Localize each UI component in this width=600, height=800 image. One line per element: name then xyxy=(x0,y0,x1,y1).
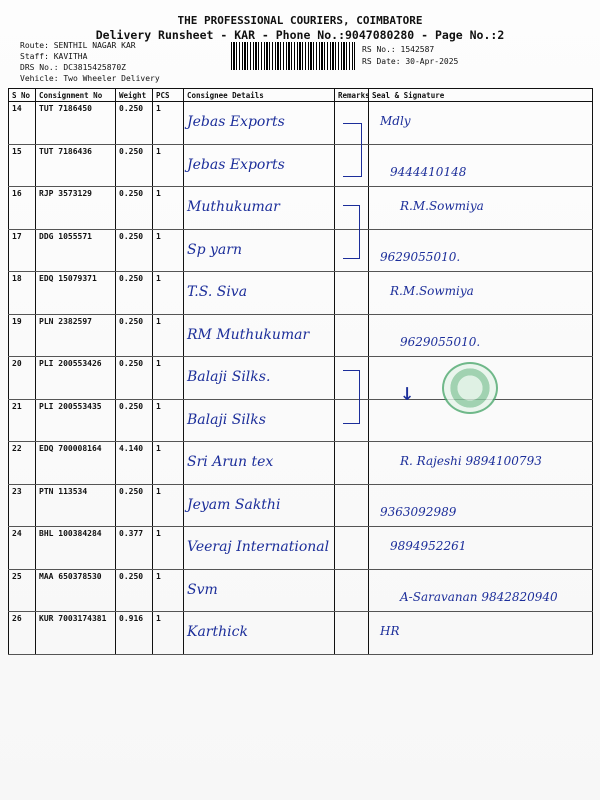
handwritten-signature: R.M.Sowmiya xyxy=(390,284,474,298)
table-row xyxy=(9,144,593,187)
col-remarks: Remarks xyxy=(335,89,369,102)
handwritten-signature: R. Rajeshi 9894100793 xyxy=(400,454,542,468)
row-pcs: 1 xyxy=(153,357,184,400)
row-seal xyxy=(369,102,593,145)
arrow-down-icon: ↓ xyxy=(400,378,415,406)
row-consignment: TUT 7186436 xyxy=(36,144,116,187)
remarks-bracket xyxy=(343,123,362,177)
table-row xyxy=(9,399,593,442)
row-consignee xyxy=(184,442,335,485)
row-weight: 0.916 xyxy=(116,612,153,655)
row-sno: 23 xyxy=(9,484,36,527)
row-sno: 16 xyxy=(9,187,36,230)
row-pcs: 1 xyxy=(153,229,184,272)
col-consignee: Consignee Details xyxy=(184,89,335,102)
handwritten-consignee: Sp yarn xyxy=(187,241,242,258)
row-sno: 15 xyxy=(9,144,36,187)
row-remarks xyxy=(335,272,369,315)
handwritten-consignee: T.S. Siva xyxy=(187,284,248,300)
row-pcs: 1 xyxy=(153,314,184,357)
table-header xyxy=(9,89,593,102)
table-row xyxy=(9,102,593,145)
handwritten-signature: A-Saravanan 9842820940 xyxy=(400,589,558,604)
row-seal xyxy=(369,229,593,272)
route-label: Route: SENTHIL NAGAR KAR xyxy=(20,41,136,50)
remarks-bracket xyxy=(343,205,360,259)
row-weight: 0.250 xyxy=(116,187,153,230)
handwritten-consignee: Jebas Exports xyxy=(187,156,285,173)
row-consignee xyxy=(184,612,335,655)
table-row xyxy=(9,442,593,485)
row-consignee xyxy=(184,399,335,442)
row-consignment: MAA 650378530 xyxy=(36,569,116,612)
row-consignee xyxy=(184,484,335,527)
row-sno: 24 xyxy=(9,527,36,570)
col-consignment: Consignment No xyxy=(36,89,116,102)
table-row xyxy=(9,272,593,315)
row-weight: 0.250 xyxy=(116,357,153,400)
row-sno: 22 xyxy=(9,442,36,485)
handwritten-consignee: Veeraj International xyxy=(187,539,330,555)
handwritten-consignee: Jebas Exports xyxy=(187,114,285,130)
row-consignment: PTN 113534 xyxy=(36,484,116,527)
drs-label: DRS No.: DC3815425870Z xyxy=(20,63,126,72)
row-consignee xyxy=(184,527,335,570)
row-consignee xyxy=(184,569,335,612)
handwritten-consignee: Jeyam Sakthi xyxy=(187,496,281,513)
row-weight: 4.140 xyxy=(116,442,153,485)
row-pcs: 1 xyxy=(153,272,184,315)
row-sno: 14 xyxy=(9,102,36,145)
row-consignee xyxy=(184,314,335,357)
row-seal xyxy=(369,314,593,357)
row-pcs: 1 xyxy=(153,399,184,442)
row-sno: 19 xyxy=(9,314,36,357)
row-sno: 21 xyxy=(9,399,36,442)
row-consignment: DDG 1055571 xyxy=(36,229,116,272)
row-weight: 0.250 xyxy=(116,314,153,357)
meta-block xyxy=(20,40,160,84)
handwritten-signature: 9363092989 xyxy=(380,504,457,519)
row-remarks xyxy=(335,314,369,357)
runsheet-subtitle: Delivery Runsheet - KAR - Phone No.:9047080280 - Page No.:2 xyxy=(95,28,505,42)
table-row xyxy=(9,484,593,527)
row-seal xyxy=(369,569,593,612)
row-weight: 0.250 xyxy=(116,569,153,612)
company-title: THE PROFESSIONAL COURIERS, COIMBATORE xyxy=(177,14,423,27)
row-consignee xyxy=(184,272,335,315)
rs-number: RS No.: 1542587 xyxy=(362,45,435,54)
row-consignment: PLI 200553426 xyxy=(36,357,116,400)
row-consignee xyxy=(184,187,335,230)
row-pcs: 1 xyxy=(153,527,184,570)
row-consignment: BHL 100384284 xyxy=(36,527,116,570)
received-stamp xyxy=(442,362,498,414)
table-row xyxy=(9,527,593,570)
row-consignment: KUR 7003174381 xyxy=(36,612,116,655)
table-row xyxy=(9,187,593,230)
col-weight: Weight xyxy=(116,89,153,102)
handwritten-consignee: Sri Arun tex xyxy=(187,454,274,470)
row-weight: 0.377 xyxy=(116,527,153,570)
handwritten-consignee: Balaji Silks. xyxy=(187,369,271,385)
row-sno: 20 xyxy=(9,357,36,400)
row-consignment: TUT 7186450 xyxy=(36,102,116,145)
handwritten-signature: R.M.Sowmiya xyxy=(400,199,484,213)
row-consignment: PLI 200553435 xyxy=(36,399,116,442)
row-pcs: 1 xyxy=(153,144,184,187)
table-row xyxy=(9,229,593,272)
row-weight: 0.250 xyxy=(116,484,153,527)
row-remarks xyxy=(335,569,369,612)
barcode xyxy=(231,42,355,70)
row-pcs: 1 xyxy=(153,612,184,655)
row-pcs: 1 xyxy=(153,102,184,145)
row-weight: 0.250 xyxy=(116,144,153,187)
table-row xyxy=(9,569,593,612)
col-pcs: PCS xyxy=(153,89,184,102)
row-weight: 0.250 xyxy=(116,399,153,442)
row-seal xyxy=(369,612,593,655)
row-weight: 0.250 xyxy=(116,272,153,315)
row-sno: 26 xyxy=(9,612,36,655)
row-consignee xyxy=(184,229,335,272)
row-consignment: RJP 3573129 xyxy=(36,187,116,230)
remarks-bracket xyxy=(343,370,360,424)
table-row xyxy=(9,314,593,357)
row-consignee xyxy=(184,144,335,187)
handwritten-consignee: Balaji Silks xyxy=(187,411,266,428)
row-consignment: EDQ 15079371 xyxy=(36,272,116,315)
handwritten-consignee: Muthukumar xyxy=(187,199,280,215)
handwritten-consignee: Karthick xyxy=(187,624,248,640)
row-seal xyxy=(369,272,593,315)
row-consignment: PLN 2382597 xyxy=(36,314,116,357)
rs-date: RS Date: 30-Apr-2025 xyxy=(362,57,459,66)
handwritten-signature: 9894952261 xyxy=(390,539,467,553)
row-seal xyxy=(369,442,593,485)
handwritten-signature: Mdly xyxy=(380,114,411,128)
row-consignee xyxy=(184,102,335,145)
handwritten-signature: HR xyxy=(380,624,400,638)
row-remarks xyxy=(335,484,369,527)
row-consignee xyxy=(184,357,335,400)
runsheet-table xyxy=(8,88,593,655)
row-seal xyxy=(369,527,593,570)
row-remarks xyxy=(335,442,369,485)
row-sno: 18 xyxy=(9,272,36,315)
table-row xyxy=(9,357,593,400)
row-remarks xyxy=(335,612,369,655)
col-seal: Seal & Signature xyxy=(369,89,593,102)
row-seal xyxy=(369,187,593,230)
col-sno: S No xyxy=(9,89,36,102)
handwritten-consignee: Svm xyxy=(187,581,218,598)
row-sno: 17 xyxy=(9,229,36,272)
row-weight: 0.250 xyxy=(116,229,153,272)
row-seal xyxy=(369,484,593,527)
row-pcs: 1 xyxy=(153,187,184,230)
row-weight: 0.250 xyxy=(116,102,153,145)
row-pcs: 1 xyxy=(153,442,184,485)
rs-block xyxy=(362,44,458,68)
handwritten-signature: 9629055010. xyxy=(400,334,481,349)
staff-label: Staff: KAVITHA xyxy=(20,52,88,61)
handwritten-consignee: RM Muthukumar xyxy=(187,326,310,343)
row-sno: 25 xyxy=(9,569,36,612)
vehicle-label: Vehicle: Two Wheeler Delivery xyxy=(20,74,160,83)
row-remarks xyxy=(335,527,369,570)
row-seal xyxy=(369,144,593,187)
row-pcs: 1 xyxy=(153,569,184,612)
row-consignment: EDQ 700008164 xyxy=(36,442,116,485)
table-row xyxy=(9,612,593,655)
row-pcs: 1 xyxy=(153,484,184,527)
handwritten-signature: 9444410148 xyxy=(390,164,467,179)
handwritten-signature: 9629055010. xyxy=(380,249,461,264)
